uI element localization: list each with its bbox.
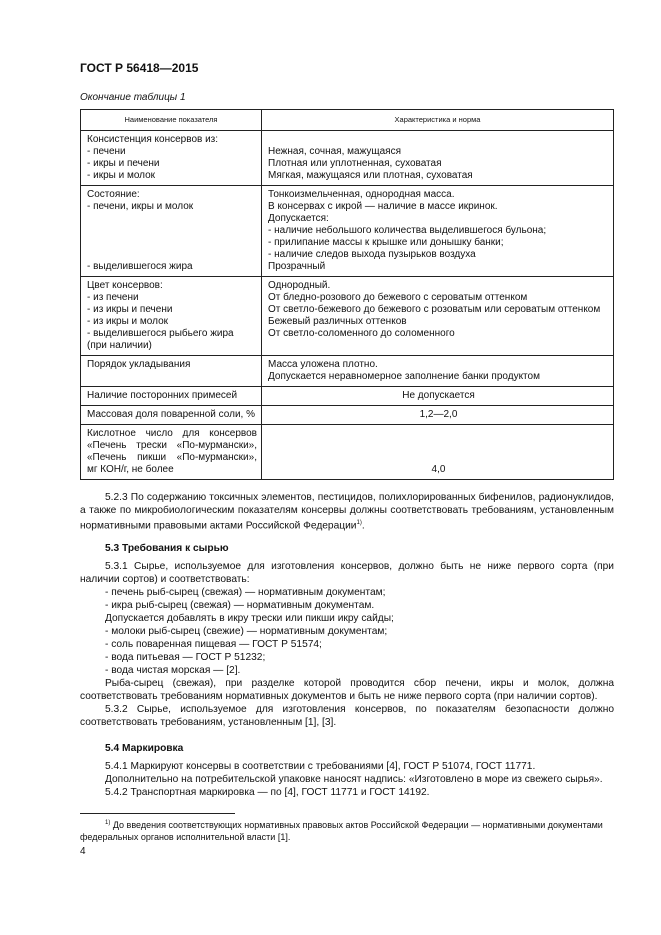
- row-sublabel: - икры и молок: [87, 170, 156, 181]
- row-value: Прозрачный: [268, 261, 326, 272]
- page-number: 4: [80, 846, 86, 857]
- row-label: Состояние:: [87, 189, 140, 200]
- table-row: [81, 131, 614, 186]
- table-row: [81, 425, 614, 480]
- section-5-4-body: [80, 760, 614, 799]
- list-item: - икра рыб-сырец (свежая) — нормативным документам.: [105, 600, 375, 611]
- col-header-indicator: Наименование показателя: [81, 110, 262, 131]
- footnote-ref: 1): [356, 520, 362, 526]
- list-item: - печень рыб-сырец (свежая) — нормативным документам;: [105, 587, 386, 598]
- list-item: Допускается добавлять в икру трески или пикши икру сайды;: [105, 613, 394, 624]
- section-5-4: [80, 742, 614, 755]
- row-value: 1,2—2,0: [262, 406, 614, 425]
- table-caption: Окончание таблицы 1: [80, 92, 186, 103]
- row-label: Наличие посторонних примесей: [81, 387, 262, 406]
- paragraph-5-3-1: 5.3.1 Сырье, используемое для изготовления консервов, должно быть не ниже первого сорта (при наличии сортов) и соответствовать:: [80, 561, 614, 585]
- row-value: От бледно-розового до бежевого с сероватым оттенком: [268, 292, 528, 303]
- row-sublabel: - икры и печени: [87, 158, 160, 169]
- paragraph-5-4-2: 5.4.2 Транспортная маркировка — по [4], ГОСТ 11771 и ГОСТ 14192.: [105, 787, 430, 798]
- row-value: Плотная или уплотненная, суховатая: [268, 158, 442, 169]
- list-item: - вода чистая морская — [2].: [105, 665, 241, 676]
- list-item: - молоки рыб-сырец (свежие) — нормативным документам;: [105, 626, 388, 637]
- row-label: «Печень трески «По-мурмански»,: [87, 440, 257, 451]
- paragraph-5-3-2: 5.3.2 Сырье, используемое для изготовления консервов, по показателям безопасности должно соответствовать требованиям, установленным [1], [3].: [80, 704, 614, 728]
- row-value: - наличие следов выхода пузырьков воздуха: [268, 249, 476, 260]
- row-value: Тонкоизмельченная, однородная масса.: [268, 189, 455, 200]
- row-value: Мягкая, мажущаяся или плотная, суховатая: [268, 170, 473, 181]
- row-label: «Печень пикши «По-мурмански»,: [87, 452, 257, 463]
- footnote-mark: 1): [105, 820, 111, 826]
- row-value: Не допускается: [262, 387, 614, 406]
- paragraph-raw-fish: Рыба-сырец (свежая), при разделке которой проводится сбор печени, икры и молок, должна соответствовать требованиям нормативных документов и быть не ниже первого сорта (при наличии сортов).: [80, 678, 614, 702]
- table-row: [81, 406, 614, 425]
- section-5-2-3: [80, 491, 614, 532]
- row-value: От светло-бежевого до бежевого с розоватым или сероватым оттенком: [268, 304, 601, 315]
- row-label: Цвет консервов:: [87, 280, 163, 291]
- table-row: [81, 186, 614, 277]
- row-sublabel: - из икры и молок: [87, 316, 169, 327]
- row-label: мг КОН/г, не более: [87, 464, 174, 475]
- heading-5-4: 5.4 Маркировка: [105, 743, 184, 754]
- row-label: Консистенция консервов из:: [87, 134, 219, 145]
- footnote: [80, 817, 614, 843]
- row-sublabel: - выделившегося жира: [87, 261, 193, 272]
- row-value: Допускается неравномерное заполнение банки продуктом: [268, 371, 540, 382]
- row-value: 4,0: [431, 464, 446, 475]
- row-sublabel: (при наличии): [87, 340, 152, 351]
- row-label: Кислотное число для консервов: [87, 428, 257, 439]
- row-value: Нежная, сочная, мажущаяся: [268, 146, 401, 157]
- spec-table: [80, 109, 614, 480]
- table-row: [81, 356, 614, 387]
- row-value: В консервах с икрой — наличие в массе икринок.: [268, 201, 498, 212]
- table-header-row: [81, 110, 614, 131]
- section-5-3-1: [80, 560, 614, 729]
- row-sublabel: - из печени: [87, 292, 139, 303]
- document-header: ГОСТ Р 56418—2015: [80, 61, 199, 75]
- row-label: Порядок укладывания: [81, 356, 262, 387]
- row-value: Однородный.: [268, 280, 331, 291]
- row-value: - наличие небольшого количества выделившегося бульона;: [268, 225, 547, 236]
- paragraph-5-2-3: 5.2.3 По содержанию токсичных элементов, пестицидов, полихлорированных бифенилов, радионуклидов, а также по микробиологическим показателям консервы должны соответствовать требованиям, установленным нормативными правовыми актами Российской Федерации$^{1)}$.: [80, 492, 614, 532]
- section-5-3: [80, 542, 614, 555]
- row-sublabel: - из икры и печени: [87, 304, 173, 315]
- footnote-divider: [80, 813, 235, 814]
- paragraph-5-4-1b: Дополнительно на потребительской упаковке наносят надпись: «Изготовлено в море из свежего сырья».: [105, 774, 603, 785]
- row-sublabel: - выделившегося рыбьего жира: [87, 328, 234, 339]
- heading-5-3: 5.3 Требования к сырью: [105, 543, 229, 554]
- row-sublabel: - печени: [87, 146, 126, 157]
- row-label: Массовая доля поваренной соли, %: [81, 406, 262, 425]
- row-value: Масса уложена плотно.: [268, 359, 378, 370]
- paragraph-5-4-1: 5.4.1 Маркируют консервы в соответствии с требованиями [4], ГОСТ Р 51074, ГОСТ 11771.: [105, 761, 536, 772]
- row-sublabel: - печени, икры и молок: [87, 201, 194, 212]
- list-item: - соль поваренная пищевая — ГОСТ Р 51574;: [105, 639, 322, 650]
- table-row: [81, 387, 614, 406]
- list-item: - вода питьевая — ГОСТ Р 51232;: [105, 652, 266, 663]
- col-header-norm: Характеристика и норма: [262, 110, 614, 131]
- table-row: [81, 277, 614, 356]
- row-value: Допускается:: [268, 213, 329, 224]
- footnote-text: До введения соответствующих нормативных правовых актов Российской Федерации — нормативными документами федеральных органов исполнительной власти [1].: [80, 820, 603, 842]
- row-value: От светло-соломенного до соломенного: [268, 328, 455, 339]
- row-value: - прилипание массы к крышке или донышку банки;: [268, 237, 504, 248]
- row-value: Бежевый различных оттенков: [268, 316, 407, 327]
